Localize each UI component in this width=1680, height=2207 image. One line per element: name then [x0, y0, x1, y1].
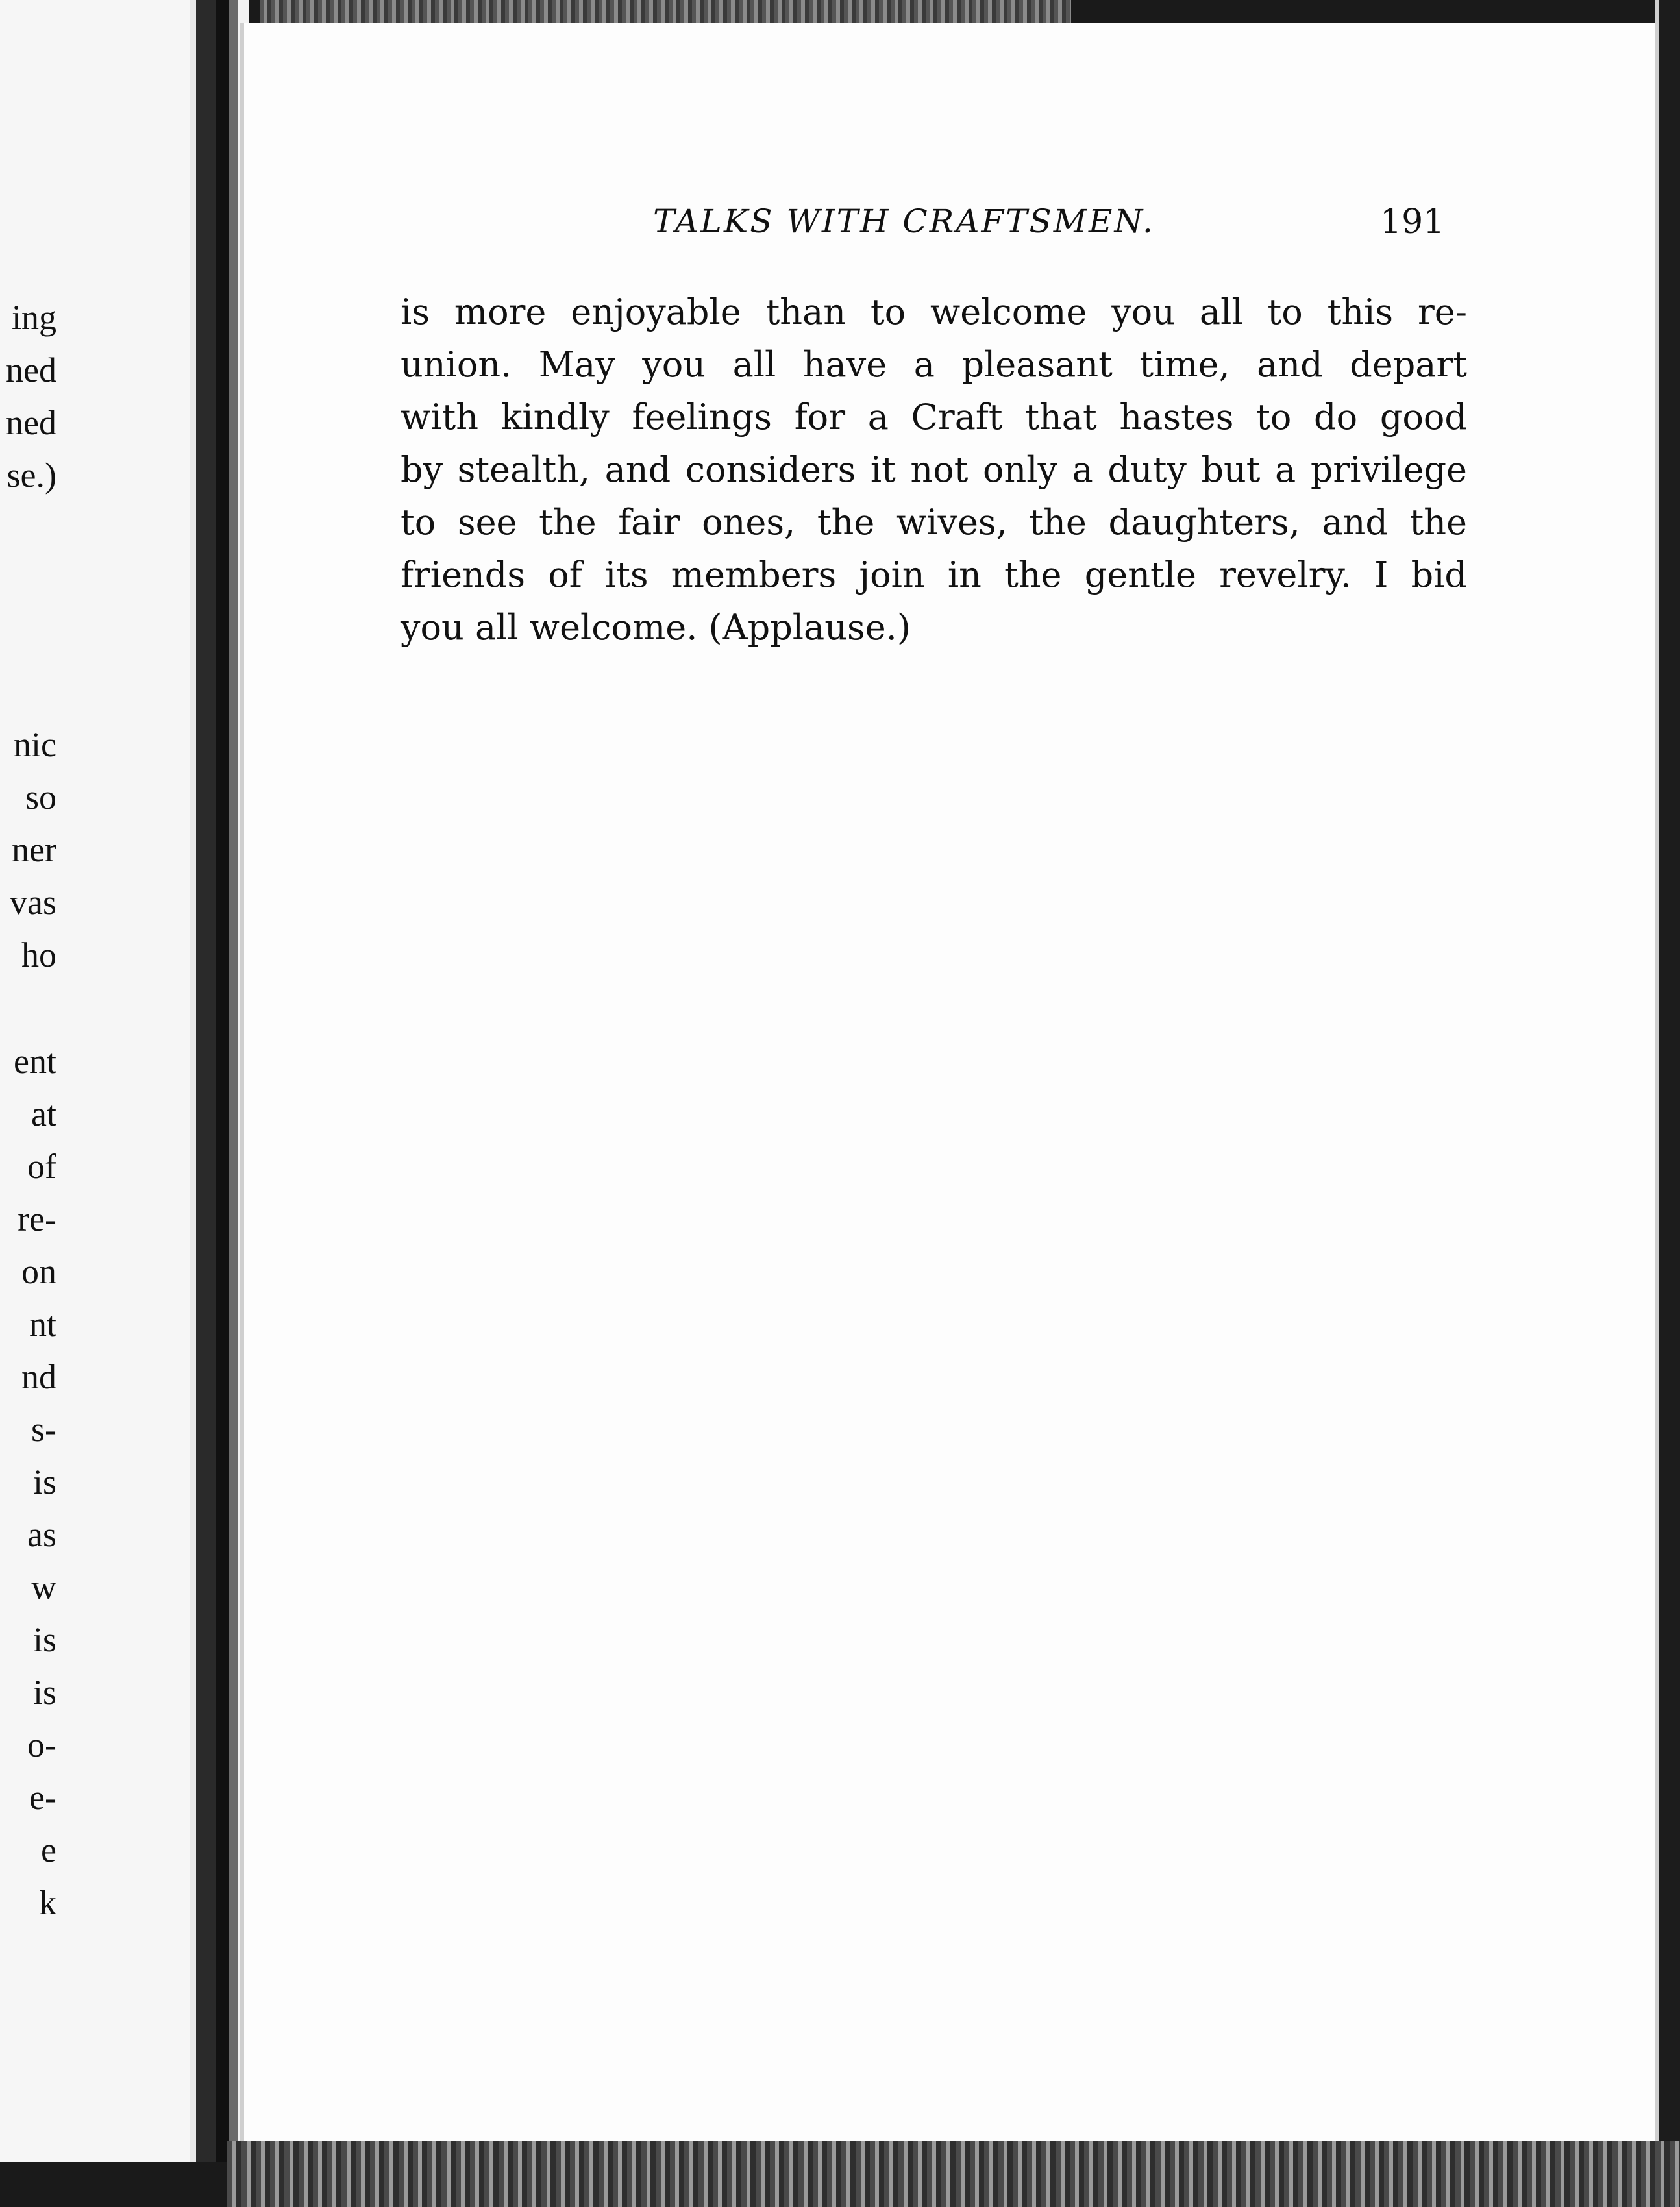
left-page-fragment: o-	[27, 1725, 56, 1764]
left-page-fragment: of	[27, 1147, 56, 1186]
text-line: you all welcome. (Applause.)	[401, 607, 911, 648]
left-page-fragment: w	[31, 1568, 56, 1607]
left-page-fragment: e	[41, 1831, 56, 1869]
left-page-fragment: ing	[11, 298, 56, 337]
left-page-fragment: nd	[21, 1357, 56, 1396]
left-page-fragment: is	[32, 1673, 56, 1712]
top-binding-strip	[260, 0, 1071, 23]
left-page-fragment: on	[21, 1252, 56, 1291]
left-page-fragment: so	[25, 778, 56, 817]
left-page-fragment: nic	[14, 725, 56, 764]
left-page-fragment: as	[27, 1515, 56, 1554]
left-page-fragment: at	[31, 1094, 56, 1133]
text-line: union. May you all have a pleasant time, and depart	[401, 344, 1467, 385]
left-page-fragment: se.)	[6, 456, 56, 495]
left-page-fragment: nt	[29, 1305, 56, 1344]
left-page-fragment: k	[39, 1883, 56, 1922]
left-page-fragment: e-	[29, 1778, 56, 1817]
left-page-fragment: ner	[12, 830, 56, 869]
text-line: is more enjoyable than to welcome you all to this re-	[401, 291, 1467, 332]
left-page-fragment: ned	[6, 403, 56, 442]
page-edge-shadow	[1655, 0, 1680, 2142]
left-page-fragment: re-	[18, 1200, 56, 1239]
text-line: with kindly feelings for a Craft that hastes to do good	[401, 397, 1467, 438]
body-paragraph	[401, 286, 1467, 654]
text-line: friends of its members join in the gentle revelry. I bid	[401, 554, 1467, 595]
left-page-fragment: vas	[10, 883, 56, 922]
left-page-fragment: is	[32, 1462, 56, 1501]
left-page-fragment: ned	[6, 351, 56, 389]
running-head: TALKS WITH CRAFTSMEN.	[653, 203, 1155, 240]
page-number: 191	[1380, 203, 1445, 241]
left-page-fragment: is	[32, 1620, 56, 1659]
left-page-fragment: ent	[14, 1042, 56, 1081]
left-facing-page	[0, 0, 190, 2162]
left-page-fragment: ho	[21, 935, 56, 974]
text-line: by stealth, and considers it not only a duty but a privilege	[401, 449, 1467, 490]
left-page-fragment: s-	[31, 1410, 56, 1449]
bottom-binding-strip	[227, 2141, 1680, 2207]
text-line: to see the fair ones, the wives, the daughters, and the	[401, 502, 1467, 543]
